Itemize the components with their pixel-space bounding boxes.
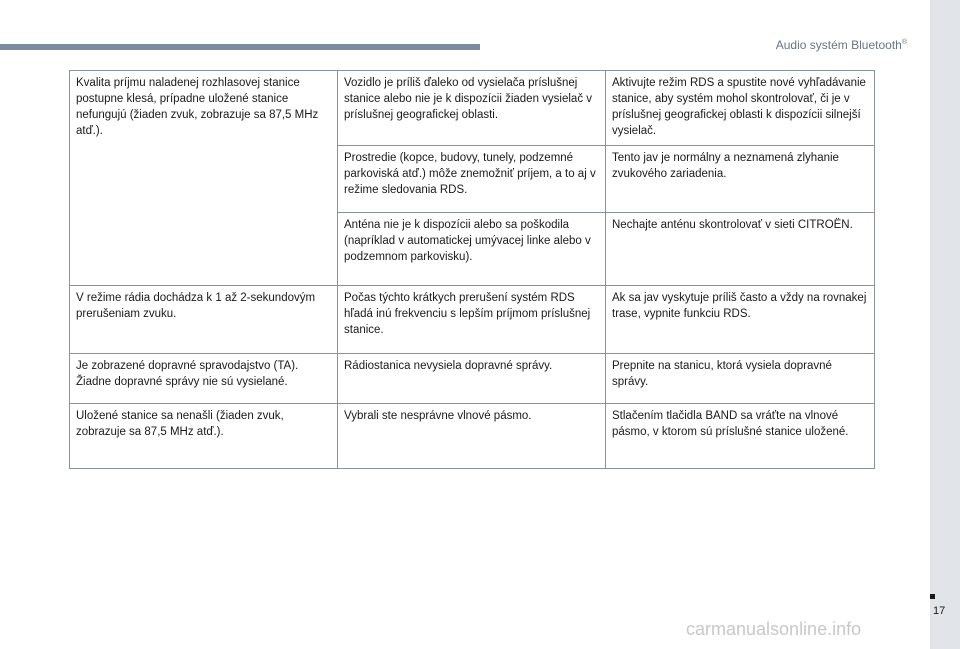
page-header-title — [776, 38, 907, 52]
page-number: 17 — [933, 605, 946, 617]
solution-cell: Aktivujte režim RDS a spustite nové vyhľadávanie stanice, aby systém mohol skontrolovať, či je v príslušnej geografickej oblasti k dispozícii silnejší vysielač. — [606, 71, 875, 146]
solution-cell: Nechajte anténu skontrolovať v sieti CITROËN. — [606, 213, 875, 286]
header-title-text: Audio systém Bluetooth — [775, 38, 902, 52]
cause-cell: Vybrali ste nesprávne vlnové pásmo. — [338, 404, 606, 469]
page-marker — [930, 594, 935, 599]
table-row — [70, 404, 875, 469]
cause-cell: Prostredie (kopce, budovy, tunely, podzemné parkoviská atď.) môže znemožniť príjem, a to aj v režime sledovania RDS. — [338, 146, 606, 213]
table-row — [70, 286, 875, 354]
cause-cell: Vozidlo je príliš ďaleko od vysielača príslušnej stanice alebo nie je k dispozícii žiaden vysielač v príslušnej geografickej oblasti. — [338, 71, 606, 146]
watermark: carmanualsonline.info — [686, 619, 862, 639]
cause-cell: Anténa nie je k dispozícii alebo sa poškodila (napríklad v automatickej umývacej linke alebo v podzemnom parkovisku). — [338, 213, 606, 286]
solution-cell: Ak sa jav vyskytuje príliš často a vždy na rovnakej trase, vypnite funkciu RDS. — [606, 286, 875, 354]
header-rule — [0, 44, 480, 50]
problem-cell: Uložené stanice sa nenašli (žiaden zvuk, zobrazuje sa 87,5 MHz atď.). — [70, 404, 338, 469]
cause-cell: Počas týchto krátkych prerušení systém RDS hľadá inú frekvenciu s lepším príjmom príslušnej stanice. — [338, 286, 606, 354]
solution-cell: Stlačením tlačidla BAND sa vráťte na vlnové pásmo, v ktorom sú príslušné stanice uložené. — [606, 404, 875, 469]
side-band — [930, 0, 960, 649]
registered-mark: ® — [901, 39, 907, 46]
solution-cell: Tento jav je normálny a neznamená zlyhanie zvukového zariadenia. — [606, 146, 875, 213]
problem-cell: Kvalita príjmu naladenej rozhlasovej stanice postupne klesá, prípadne uložené stanice nefungujú (žiaden zvuk, zobrazuje sa 87,5 MHz atď.). — [70, 71, 338, 286]
solution-cell: Prepnite na stanicu, ktorá vysiela dopravné správy. — [606, 354, 875, 404]
table-row — [70, 354, 875, 404]
problem-cell: Je zobrazené dopravné spravodajstvo (TA). Žiadne dopravné správy nie sú vysielané. — [70, 354, 338, 404]
cause-cell: Rádiostanica nevysiela dopravné správy. — [338, 354, 606, 404]
table-row — [70, 71, 875, 146]
problem-cell: V režime rádia dochádza k 1 až 2-sekundovým prerušeniam zvuku. — [70, 286, 338, 354]
troubleshooting-table — [69, 70, 875, 469]
